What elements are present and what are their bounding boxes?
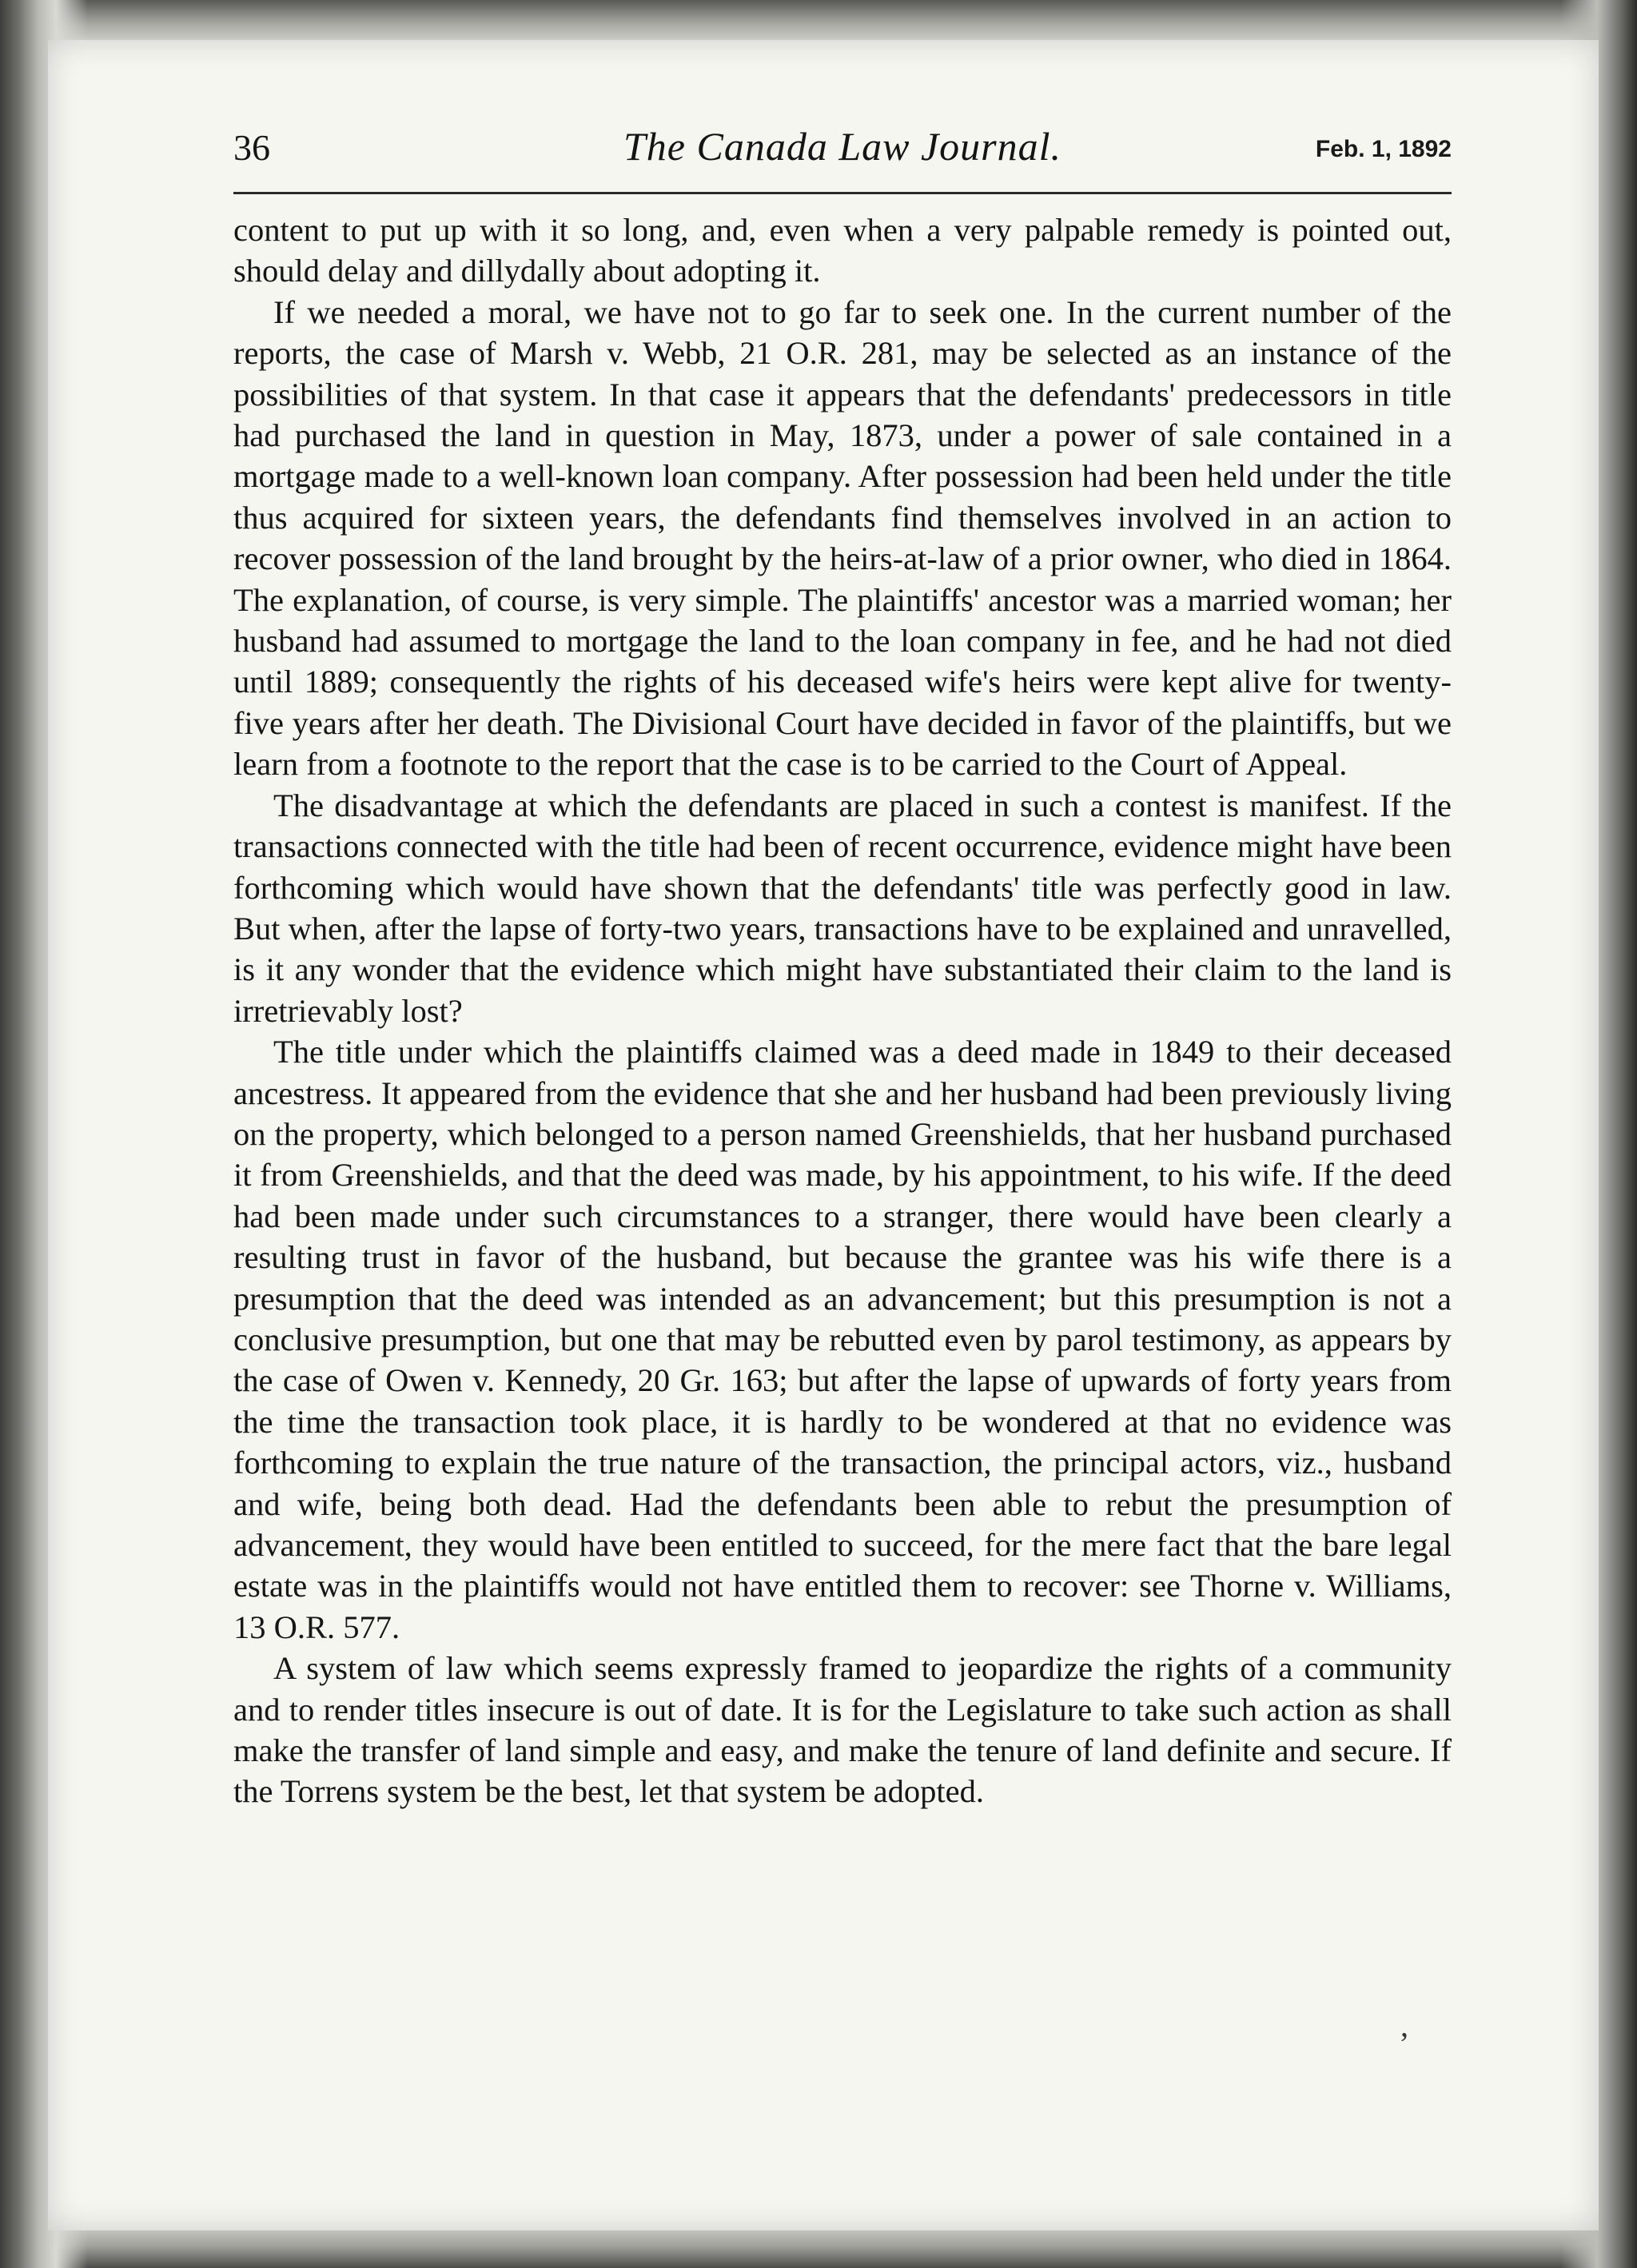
paragraph: A system of law which seems expressly framed to jeopardize the rights of a community and to render titles insecure is out of date. It is for the Legislature to take such action as shall make the transfer of land simple and easy, and make the tenure of land definite and secure. If the Torrens system be the best, let that system be adopted.	[233, 1650, 1452, 1810]
issue-date: Feb. 1, 1892	[1315, 136, 1452, 162]
paragraph: If we needed a moral, we have not to go far to seek one. In the current number of the reports, the case of Marsh v. Webb, 21 O.R. 281, may be selected as an instance of the possibilities of that system. In that case it appears that the defendants' predecessors in title had purchased the land in question in May, 1873, under a power of sale contained in a mortgage made to a well-known loan company. After possession had been held under the title thus acquired for sixteen years, the defendants find themselves involved in an action to recover possession of the land brought by the heirs-at-law of a prior owner, who died in 1864. The explanation, of course, is very simple. The plaintiffs' ancestor was a married woman; her husband had assumed to mortgage the land to the loan company in fee, and he had not died until 1889; consequently the rights of his deceased wife's heirs were kept alive for twenty-five years after her death. The Divisional Court have decided in favor of the plaintiffs, but we learn from a footnote to the report that the case is to be carried to the Court of Appeal.	[233, 293, 1452, 783]
journal-title: The Canada Law Journal.	[623, 124, 1062, 169]
paragraph: The title under which the plaintiffs claimed was a deed made in 1849 to their deceased ancestress. It appeared from the evidence that she and her husband had been previously living on the property, which belonged to a person named Greenshields, that her husband purchased it from Greenshields, and that the deed was made, by his appointment, to his wife. If the deed had been made under such circumstances to a stranger, there would have been clearly a resulting trust in favor of the husband, but because the grantee was his wife there is a presumption that the deed was intended as an advancement; but this presumption is not a conclusive presumption, but one that may be rebutted even by parol testimony, as appears by the case of Owen v. Kennedy, 20 Gr. 163; but after the lapse of upwards of forty years from the time the transaction took place, it is hardly to be wondered at that no evidence was forthcoming to explain the true nature of the transaction, the principal actors, viz., husband and wife, being both dead. Had the defendants been able to rebut the presumption of advancement, they would have been entitled to succeed, for the mere fact that the bare legal estate was in the plaintiffs would not have entitled them to recover: see Thorne v. Williams, 13 O.R. 577.	[233, 1034, 1452, 1645]
article-body	[233, 209, 1452, 1812]
paragraph: The disadvantage at which the defendants are placed in such a contest is manifest. If the transactions connected with the title had been of recent occurrence, evidence might have been forthcoming which would have shown that the defendants' title was perfectly good in law. But when, after the lapse of forty-two years, transactions have to be explained and unravelled, is it any wonder that the evidence which might have substantiated their claim to the land is irretrievably lost?	[233, 787, 1452, 1029]
running-header	[233, 120, 1452, 177]
page-number: 36	[233, 127, 270, 168]
stray-mark: ,	[1400, 2007, 1408, 2043]
paragraph: content to put up with it so long, and, even when a very palpable remedy is pointed out, should delay and dillydally about adopting it.	[233, 212, 1452, 289]
header-rule	[233, 192, 1452, 194]
